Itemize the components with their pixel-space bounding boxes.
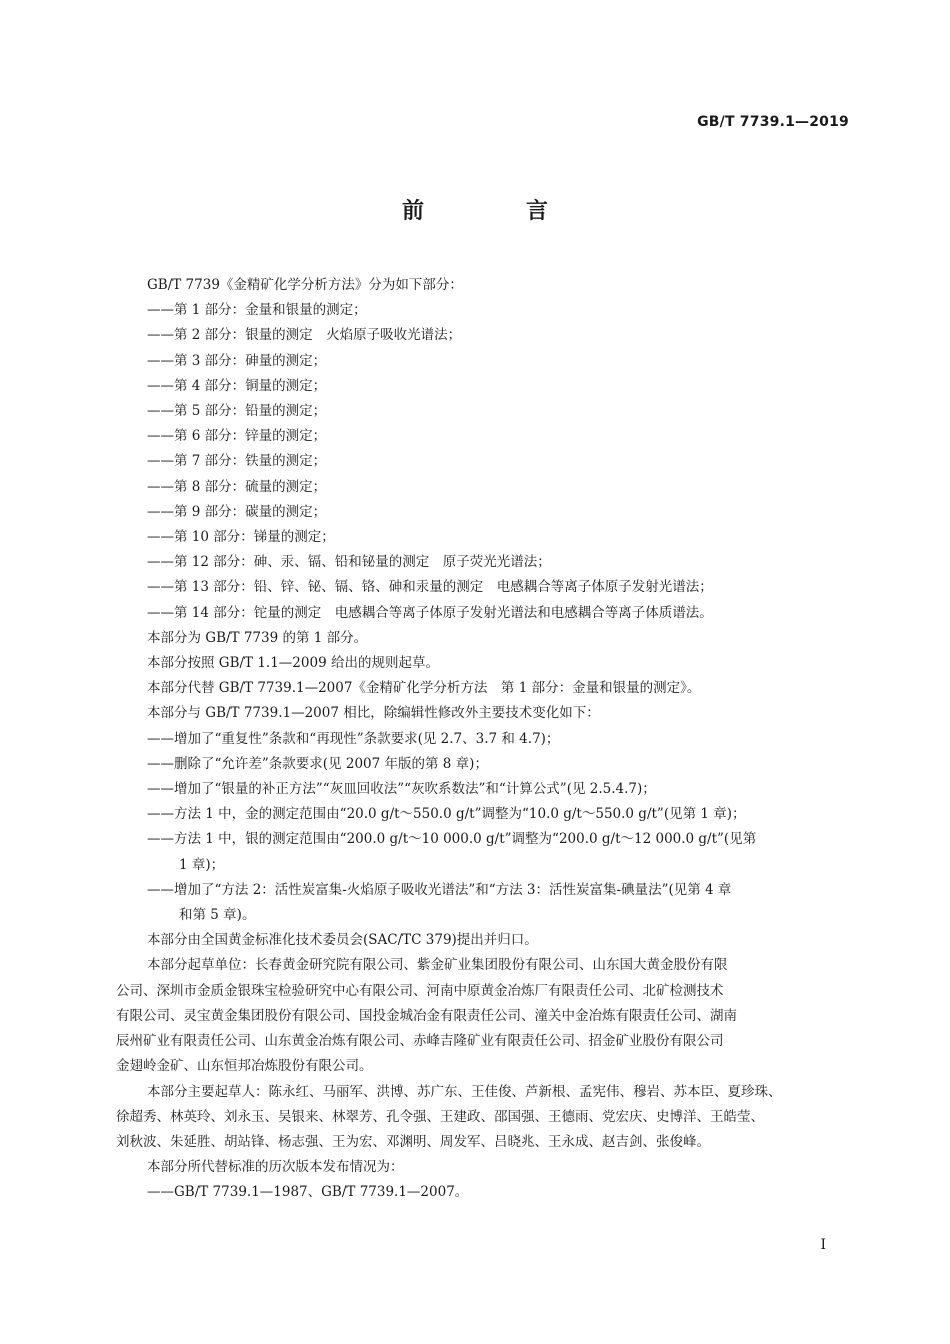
body-text <box>116 273 852 1206</box>
parts-list <box>116 298 852 626</box>
list-item: ——第 7 部分：铁量的测定； <box>147 453 327 470</box>
list-item: ——方法 1 中，金的测定范围由“20.0 g/t～550.0 g/t”调整为“10.0 g/t～550.0 g/t”(见第 1 章)； <box>147 806 746 823</box>
drafters-paragraph: 本部分主要起草人：陈永红、马丽军、洪博、苏广东、王佳俊、芦新根、孟宪伟、穆岩、苏本臣、夏珍珠、 徐超秀、林英玲、刘永玉、吴银来、林翠芳、孔令强、王建政、邵国强、王德雨、党宏庆、史博洋、王皓莹、 刘秋波、朱延胜、胡站锋、杨志强、王为宏、邓渊明、周发军、吕晓兆、王永成、赵吉剑、张俊峰。 <box>116 1083 782 1150</box>
list-item: ——第 13 部分：铅、锌、铋、镉、铬、砷和汞量的测定 电感耦合等离子体原子发射光谱法； <box>147 579 713 596</box>
list-item: ——删除了“允许差”条款要求(见 2007 年版的第 8 章)； <box>147 755 488 772</box>
changes-intro: 本部分与 GB/T 7739.1—2007 相比，除编辑性修改外主要技术变化如下： <box>147 705 600 722</box>
list-item: ——第 6 部分：锌量的测定； <box>147 428 327 445</box>
list-item: ——第 1 部分：金量和银量的测定； <box>147 302 367 319</box>
changes-list <box>116 727 852 929</box>
history-intro: 本部分所代替标准的历次版本发布情况为： <box>147 1159 404 1176</box>
intro-paragraph: GB/T 7739《金精矿化学分析方法》分为如下部分： <box>147 277 463 293</box>
drafting-rules-statement: 本部分按照 GB/T 1.1—2009 给出的规则起草。 <box>147 655 439 672</box>
list-item: ——第 10 部分：锑量的测定； <box>147 529 335 546</box>
list-item: ——增加了“银量的补正方法”“灰皿回收法”“灰吹系数法”和“计算公式”(见 2.5.4.7)； <box>147 781 656 798</box>
list-item: ——第 14 部分：铊量的测定 电感耦合等离子体原子发射光谱法和电感耦合等离子体质谱法。 <box>147 604 713 621</box>
part-of-statement: 本部分为 GB/T 7739 的第 1 部分。 <box>147 629 368 646</box>
drafting-units-paragraph: 本部分起草单位：长春黄金研究院有限公司、紫金矿业集团股份有限公司、山东国大黄金股份有限 公司、深圳市金质金银珠宝检验研究中心有限公司、河南中原黄金冶炼厂有限责任公司、北矿检测技术 有限公司、灵宝黄金集团股份有限公司、国投金城冶金有限责任公司、潼关中金冶炼有限责任公司、湖南 辰州矿业有限责任公司、山东黄金冶炼有限公司、赤峰吉隆矿业有限责任公司、招金矿业股份有限公司 金翅岭金矿、山东恒邦冶炼股份有限公司。 <box>116 957 737 1075</box>
proposed-by-statement: 本部分由全国黄金标准化技术委员会(SAC/TC 379)提出并归口。 <box>147 932 538 949</box>
list-item: ——增加了“重复性”条款和“再现性”条款要求(见 2.7、3.7 和 4.7)； <box>147 730 560 747</box>
list-item: ——第 3 部分：砷量的测定； <box>147 352 327 369</box>
list-item: ——方法 1 中，银的测定范围由“200.0 g/t～10 000.0 g/t”调整为“200.0 g/t～12 000.0 g/t”(见第 1 章)； <box>147 831 757 873</box>
standard-code: GB/T 7739.1—2019 <box>697 114 849 130</box>
list-item: ——第 8 部分：硫量的测定； <box>147 478 327 495</box>
page-title: 前 言 <box>401 199 588 224</box>
list-item: ——第 2 部分：银量的测定 火焰原子吸收光谱法； <box>147 327 462 344</box>
history-item: ——GB/T 7739.1—1987、GB/T 7739.1—2007。 <box>147 1184 469 1201</box>
list-item: ——第 9 部分：碳量的测定； <box>147 503 327 520</box>
list-item: ——第 5 部分：铅量的测定； <box>147 403 327 420</box>
list-item: ——第 4 部分：铜量的测定； <box>147 377 327 394</box>
replaces-statement: 本部分代替 GB/T 7739.1—2007《金精矿化学分析方法 第 1 部分：金量和银量的测定》。 <box>147 680 701 697</box>
list-item: ——第 12 部分：砷、汞、镉、铅和铋量的测定 原子荧光光谱法； <box>147 554 551 571</box>
list-item: ——增加了“方法 2：活性炭富集-火焰原子吸收光谱法”和“方法 3：活性炭富集-碘量法”(见第 4 章 和第 5 章)。 <box>147 881 732 924</box>
page-number: I <box>820 1237 826 1253</box>
